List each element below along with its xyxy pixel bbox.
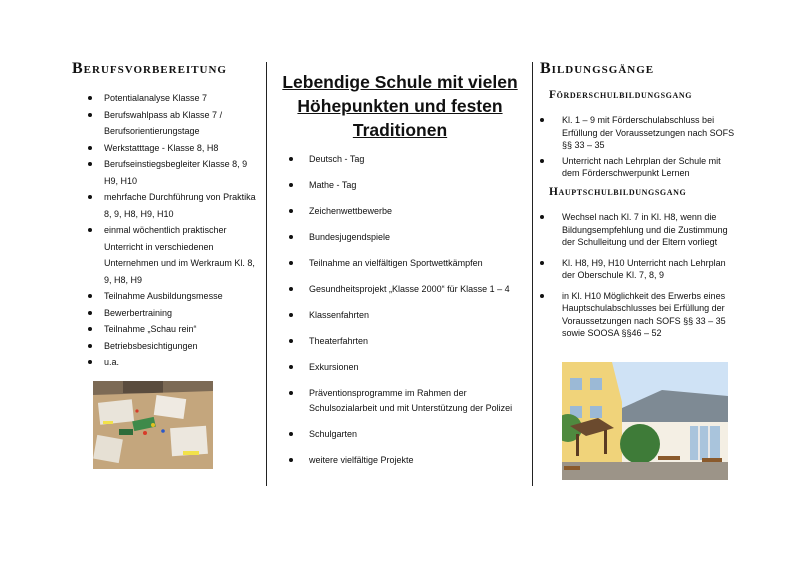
list-item: Kl. 1 – 9 mit Förderschulabschluss bei Erfüllung der Voraussetzungen nach SOFS §§ 33 – 35 [540,114,736,152]
list-item: Mathe - Tag [289,178,515,193]
list-item: Teilnahme an vielfältigen Sportwettkämpfen [289,256,515,271]
list-foerderschule [540,114,736,180]
list-item: Klassenfahrten [289,308,515,323]
list-item: Wechsel nach Kl. 7 in Kl. H8, wenn die Bildungsempfehlung und die Zustimmung der Schulleitung und der Eltern vorliegt [540,211,736,249]
list-berufsvorbereitung [88,90,258,371]
column-divider [266,62,267,486]
list-item: Exkursionen [289,360,515,375]
list-item: Teilnahme Ausbildungsmesse [88,288,258,305]
list-item: Bundesjugendspiele [289,230,515,245]
heading-berufsvorbereitung: Berufsvorbereitung [72,60,227,77]
list-item: Zeichenwettbewerbe [289,204,515,219]
list-item: Berufswahlpass ab Klasse 7 / Berufsorientierungstage [88,107,258,140]
list-schulleben [289,152,515,479]
list-item: Unterricht nach Lehrplan der Schule mit dem Förderschwerpunkt Lernen [540,155,736,180]
list-item: Theaterfahrten [289,334,515,349]
column-divider [532,62,533,486]
list-item: weitere vielfältige Projekte [289,453,515,468]
list-item: in Kl. H10 Möglichkeit des Erwerbs eines Hauptschulabschlusses bei Erfüllung der Voraussetzungen nach SOFS §§ 33 – 35 sowie SOOSA §§46 – 52 [540,290,736,340]
list-item: Potentialanalyse Klasse 7 [88,90,258,107]
list-item: Berufseinstiegsbegleiter Klasse 8, 9 H9, H10 [88,156,258,189]
list-item: Kl. H8, H9, H10 Unterricht nach Lehrplan der Oberschule Kl. 7, 8, 9 [540,257,736,282]
list-item: mehrfache Durchführung von Praktika 8, 9, H8, H9, H10 [88,189,258,222]
subheading-hauptschule: Hauptschulbildungsgang [549,186,687,198]
list-item: einmal wöchentlich praktischer Unterricht in verschiedenen Unternehmen und im Werkraum Kl. 8, 9, H8, H9 [88,222,258,288]
list-item: Bewerbertraining [88,305,258,322]
list-item: u.a. [88,354,258,371]
list-item: Werkstatttage - Klasse 8, H8 [88,140,258,157]
heading-bildungsgaenge: Bildungsgänge [540,60,655,77]
list-item: Schulgarten [289,427,515,442]
list-item: Teilnahme „Schau rein“ [88,321,258,338]
list-hauptschule [540,211,736,340]
list-item: Deutsch - Tag [289,152,515,167]
page-title: Lebendige Schule mit vielen Höhepunkten und festen Traditionen [282,72,518,140]
school-building-photo [562,362,728,480]
workshop-table-photo [93,381,213,469]
list-item: Präventionsprogramme im Rahmen der Schulsozialarbeit und mit Unterstützung der Polizei [289,386,515,415]
list-item: Gesundheitsprojekt „Klasse 2000“ für Klasse 1 – 4 [289,282,515,297]
list-item: Betriebsbesichtigungen [88,338,258,355]
subheading-foerderschule: Förderschulbildungsgang [549,89,693,101]
